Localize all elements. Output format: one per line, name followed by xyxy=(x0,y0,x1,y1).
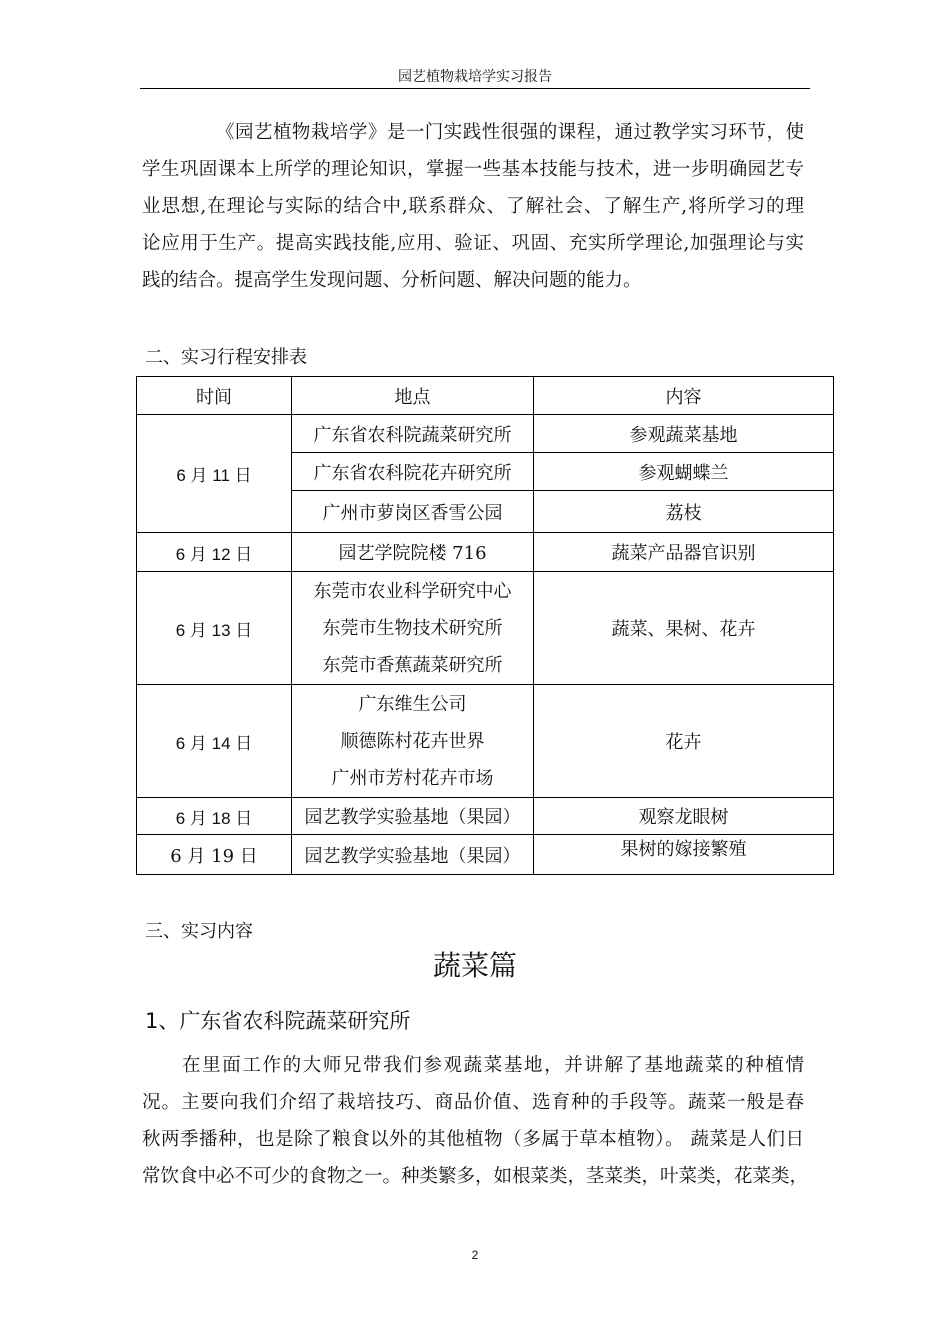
date-cell: 6 月 14 日 xyxy=(137,685,292,798)
place-cell: 园艺学院院楼 716 xyxy=(292,533,534,572)
date-cell: 6 月 11 日 xyxy=(137,415,292,533)
place-line: 广东维生公司 xyxy=(358,693,467,715)
date-cell: 6 月 13 日 xyxy=(137,572,292,685)
intro-line: 践的结合。提高学生发现问题、分析问题、解决问题的能力。 xyxy=(142,270,642,291)
date-cell: 6 月 12 日 xyxy=(137,533,292,572)
content-cell: 果树的嫁接繁殖 xyxy=(534,835,834,875)
place-cell: 广东省农科院蔬菜研究所 xyxy=(292,415,534,453)
schedule-table xyxy=(136,376,834,875)
table-row xyxy=(137,685,834,798)
table-row xyxy=(137,533,834,572)
place-cell: 广东省农科院花卉研究所 xyxy=(292,453,534,491)
intro-line: 《园艺植物栽培学》是一门实践性很强的课程，通过教学实习环节，使 xyxy=(216,122,804,143)
vegetable-line: 在里面工作的大师兄带我们参观蔬菜基地，并讲解了基地蔬菜的种植情 xyxy=(182,1055,804,1076)
table-row xyxy=(137,415,834,453)
vegetable-line: 常饮食中必不可少的食物之一。种类繁多，如根菜类，茎菜类，叶菜类，花菜类， xyxy=(142,1166,809,1187)
place-line: 东莞市农业科学研究中心 xyxy=(313,580,512,602)
chapter-title: 蔬菜篇 xyxy=(432,949,517,982)
date-cell: 6 月 18 日 xyxy=(137,798,292,835)
header-rule xyxy=(140,88,810,89)
place-cell: 园艺教学实验基地（果园） xyxy=(292,835,534,875)
page-number: 2 xyxy=(471,1248,479,1262)
column-header-time: 时间 xyxy=(137,377,292,415)
content-cell: 观察龙眼树 xyxy=(534,798,834,835)
vegetable-line: 秋两季播种，也是除了粮食以外的其他植物（多属于草本植物）。 蔬菜是人们日 xyxy=(142,1129,804,1150)
intro-line: 论应用于生产。提高实践技能,应用、验证、巩固、充实所学理论,加强理论与实 xyxy=(142,233,804,254)
content-cell: 蔬菜产品器官识别 xyxy=(534,533,834,572)
intro-line: 学生巩固课本上所学的理论知识，掌握一些基本技能与技术，进一步明确园艺专 xyxy=(142,159,804,180)
section-heading-schedule: 二、实习行程安排表 xyxy=(145,347,307,368)
intro-paragraph xyxy=(142,114,804,299)
content-cell: 蔬菜、果树、花卉 xyxy=(534,572,834,685)
table-row xyxy=(137,572,834,685)
intro-line: 业思想,在理论与实际的结合中,联系群众、了解社会、了解生产,将所学习的理 xyxy=(142,196,804,217)
table-row xyxy=(137,835,834,875)
vegetable-line: 况。主要向我们介绍了栽培技巧、商品价值、选育种的手段等。蔬菜一般是春 xyxy=(142,1092,804,1113)
content-cell: 花卉 xyxy=(534,685,834,798)
place-cell: 广州市萝岗区香雪公园 xyxy=(292,491,534,533)
date-cell: 6 月 19 日 xyxy=(137,835,292,875)
place-line: 顺德陈村花卉世界 xyxy=(340,730,485,752)
content-cell: 参观蔬菜基地 xyxy=(534,415,834,453)
place-cell xyxy=(292,572,534,685)
column-header-content: 内容 xyxy=(534,377,834,415)
content-cell: 参观蝴蝶兰 xyxy=(534,453,834,491)
vegetable-paragraph xyxy=(142,1047,809,1195)
place-cell xyxy=(292,685,534,798)
table-header-row xyxy=(137,377,834,415)
column-header-place: 地点 xyxy=(292,377,534,415)
place-line: 广州市芳村花卉市场 xyxy=(331,767,494,789)
running-header: 园艺植物栽培学实习报告 xyxy=(398,69,552,85)
place-cell: 园艺教学实验基地（果园） xyxy=(292,798,534,835)
place-line: 东莞市生物技术研究所 xyxy=(322,617,503,639)
table-row xyxy=(137,798,834,835)
section-heading-content: 三、实习内容 xyxy=(145,921,253,942)
content-cell: 荔枝 xyxy=(534,491,834,533)
place-line: 东莞市香蕉蔬菜研究所 xyxy=(322,654,503,676)
subsection-heading: 1、广东省农科院蔬菜研究所 xyxy=(145,1009,411,1033)
